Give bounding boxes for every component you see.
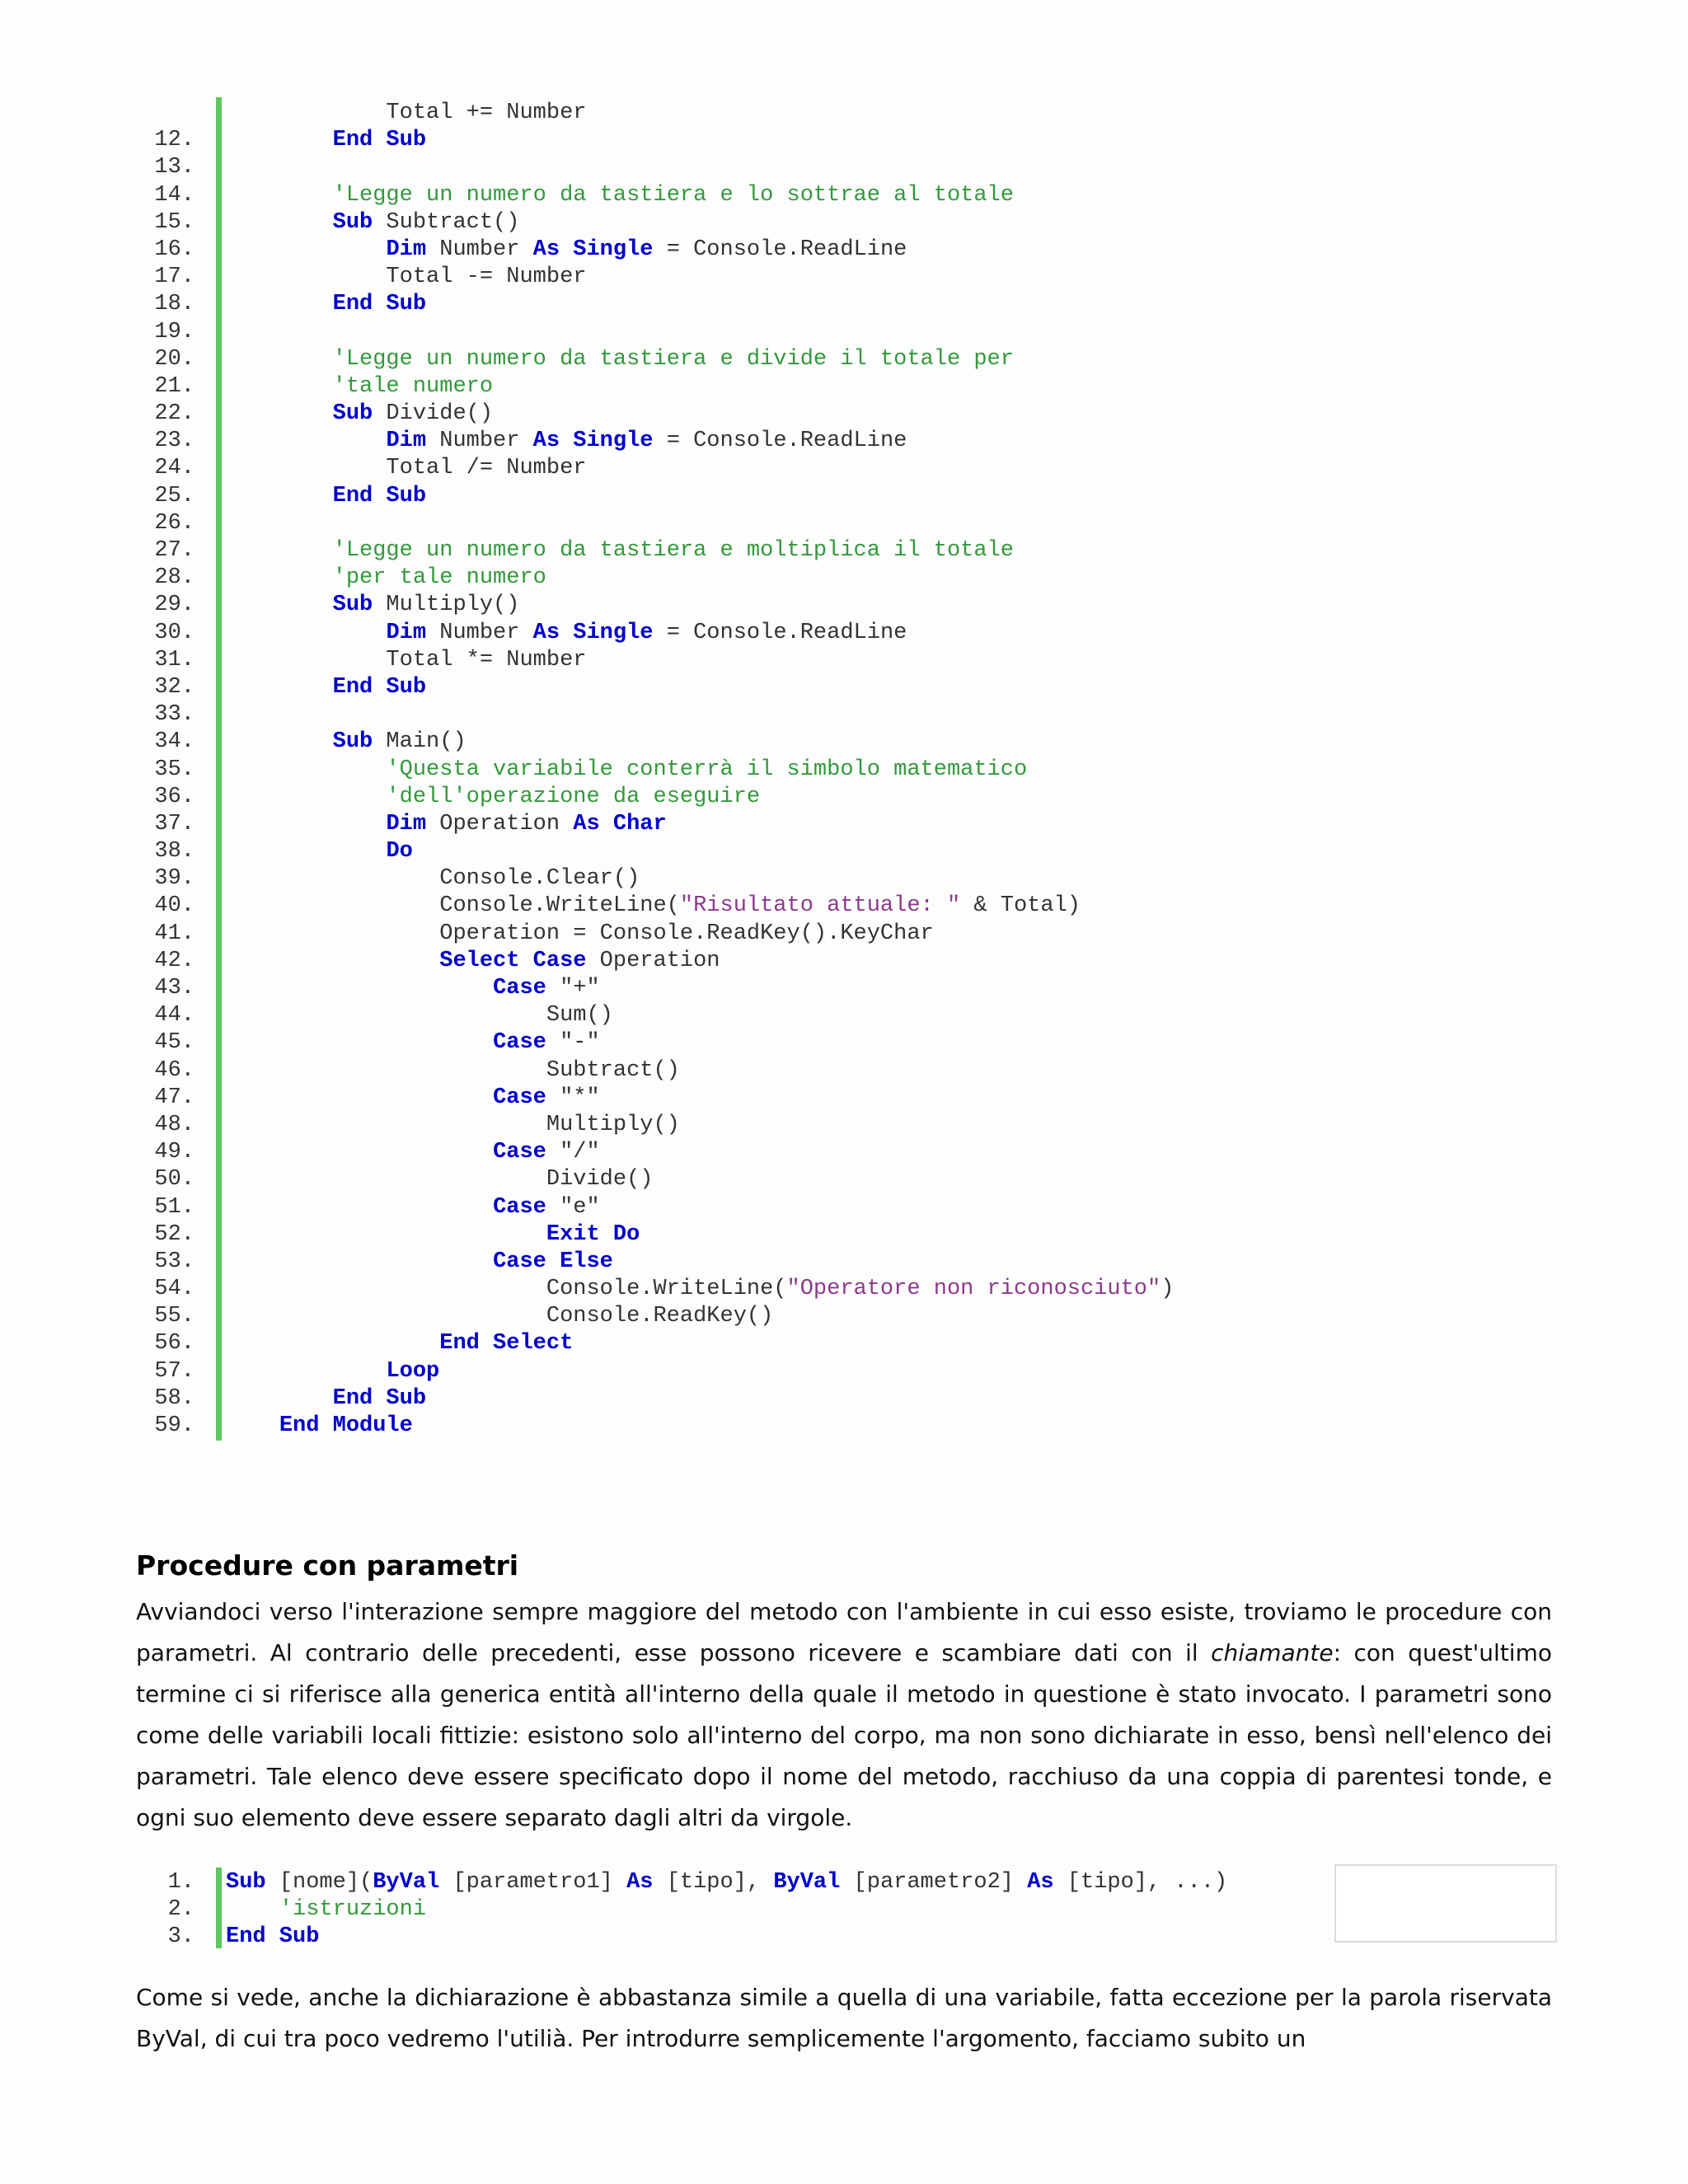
code-keyword: As Char bbox=[573, 811, 667, 837]
line-number: 16. bbox=[154, 237, 195, 262]
line-number: 27. bbox=[154, 538, 195, 563]
line-number: 57. bbox=[154, 1358, 195, 1384]
code-keyword: End Sub bbox=[332, 128, 427, 153]
code-token: Subtract() bbox=[373, 209, 520, 235]
line-number: 49. bbox=[154, 1140, 195, 1165]
code-text bbox=[226, 757, 1027, 784]
code-text bbox=[226, 209, 519, 237]
code-token bbox=[226, 1386, 333, 1411]
line-number: 17. bbox=[154, 265, 195, 290]
code-line bbox=[124, 921, 1174, 948]
line-number: 19. bbox=[154, 319, 195, 344]
code-line bbox=[124, 757, 1174, 784]
code-keyword: Select Case bbox=[439, 948, 587, 973]
code-line bbox=[124, 701, 1174, 729]
code-keyword: End Sub bbox=[332, 292, 427, 317]
line-number: 40. bbox=[154, 893, 195, 919]
code-keyword: Dim bbox=[386, 620, 427, 645]
code-token: [parametro2] bbox=[840, 1870, 1028, 1895]
code-token: Main() bbox=[373, 729, 467, 755]
paragraph-1-text-b: : con quest'ultimo termine ci si riferisce alla generica entità all'interno della quale il metodo in questione è stato invocato. I parametri sono come delle variabili locali fittizie: esistono solo all'interno del corpo, ma non sono dichiarate in esso, bensì nell'elenco dei parametri. Tale elenco deve essere specificato dopo il nome del metodo, racchiuso da una coppia di parentesi tonde, e ogni suo elemento deve essere separato dagli altri da virgole. bbox=[136, 1639, 1552, 1831]
code-block-1 bbox=[124, 100, 1174, 1440]
code-line bbox=[124, 455, 1174, 482]
code-text bbox=[226, 1330, 573, 1357]
code-token bbox=[226, 675, 333, 700]
line-number: 54. bbox=[154, 1277, 195, 1302]
code-token: Multiply() bbox=[373, 593, 520, 618]
code-token bbox=[226, 729, 333, 754]
code-token bbox=[226, 1249, 493, 1274]
code-line bbox=[124, 373, 1174, 401]
code-text bbox=[226, 647, 586, 674]
code-token: = Console.ReadLine bbox=[653, 237, 907, 262]
code-text bbox=[226, 592, 519, 619]
line-number: 12. bbox=[154, 128, 195, 153]
code-text bbox=[226, 401, 493, 428]
line-number: 58. bbox=[154, 1385, 195, 1411]
code-token bbox=[226, 976, 493, 1001]
code-token: [nome]( bbox=[265, 1870, 373, 1895]
code-keyword: As Single bbox=[532, 237, 654, 262]
code-line bbox=[124, 1057, 1174, 1085]
code-line bbox=[124, 865, 1174, 893]
code-token bbox=[226, 1085, 493, 1110]
code-text bbox=[226, 865, 640, 893]
code-token: Total -= Number bbox=[226, 265, 587, 290]
code-token: [tipo], bbox=[653, 1870, 774, 1895]
code-keyword: Dim bbox=[386, 429, 427, 454]
code-keyword: End Sub bbox=[226, 1924, 320, 1950]
code-line bbox=[124, 1166, 1174, 1193]
code-token bbox=[226, 839, 386, 864]
line-number: 24. bbox=[154, 456, 195, 481]
code-token: [tipo], ...) bbox=[1053, 1870, 1228, 1895]
code-keyword: Sub bbox=[226, 1870, 266, 1895]
code-token bbox=[226, 593, 333, 617]
line-number: 37. bbox=[154, 811, 195, 837]
code-line bbox=[124, 948, 1174, 975]
code-keyword: End Sub bbox=[332, 1385, 427, 1411]
code-line bbox=[124, 674, 1174, 701]
code-token: ) bbox=[1160, 1277, 1175, 1302]
line-number: 20. bbox=[154, 346, 195, 372]
code-line bbox=[124, 483, 1174, 510]
line-number: 44. bbox=[154, 1003, 195, 1029]
line-number: 39. bbox=[154, 866, 195, 892]
code-keyword: Sub bbox=[332, 593, 373, 618]
line-number: 28. bbox=[154, 565, 195, 591]
line-number: 34. bbox=[154, 729, 195, 755]
code-line bbox=[124, 100, 1174, 127]
line-number: 21. bbox=[154, 373, 195, 399]
code-string: "Risultato attuale: " bbox=[679, 893, 961, 919]
line-number: 56. bbox=[154, 1331, 195, 1357]
paragraph-1-emphasis: chiamante bbox=[1211, 1639, 1334, 1666]
code-text bbox=[226, 784, 760, 811]
code-line bbox=[124, 319, 1174, 346]
code-token: Subtract() bbox=[226, 1057, 680, 1083]
code-text bbox=[226, 483, 426, 510]
code-token bbox=[226, 237, 386, 262]
code-text bbox=[226, 565, 546, 592]
code-text bbox=[226, 455, 586, 482]
code-line bbox=[124, 182, 1174, 209]
code-keyword: Case bbox=[493, 1030, 546, 1056]
code-token: = Console.ReadLine bbox=[653, 620, 907, 645]
code-token bbox=[226, 757, 386, 782]
code-keyword: As Single bbox=[532, 620, 654, 645]
code-token bbox=[226, 785, 386, 809]
line-number: 33. bbox=[154, 702, 195, 728]
line-number: 50. bbox=[154, 1167, 195, 1193]
code-line bbox=[124, 1194, 1174, 1221]
code-text bbox=[226, 674, 426, 701]
code-text bbox=[226, 237, 907, 264]
section-heading: Procedure con parametri bbox=[136, 1549, 519, 1582]
code-text bbox=[226, 428, 907, 455]
code-text bbox=[226, 1249, 613, 1276]
code-line bbox=[124, 209, 1174, 237]
code-token bbox=[226, 347, 333, 372]
code-line bbox=[124, 811, 1174, 838]
code-text bbox=[226, 1112, 680, 1139]
code-comment: 'Legge un numero da tastiera e divide il totale per bbox=[332, 346, 1014, 372]
code-comment: 'dell'operazione da eseguire bbox=[386, 784, 761, 809]
code-text bbox=[226, 1002, 613, 1029]
code-text bbox=[226, 100, 586, 127]
line-number: 41. bbox=[154, 921, 195, 946]
empty-frame bbox=[1334, 1864, 1557, 1943]
code-keyword: Case bbox=[493, 1140, 546, 1165]
code-keyword: Case bbox=[493, 976, 546, 1001]
code-text bbox=[226, 975, 600, 1002]
code-line bbox=[124, 1112, 1174, 1139]
code-token bbox=[226, 1359, 386, 1384]
code-line bbox=[124, 1358, 1174, 1385]
paragraph-1 bbox=[136, 1591, 1552, 1839]
code-line bbox=[124, 264, 1174, 291]
code-text bbox=[226, 346, 1014, 373]
code-keyword: As Single bbox=[532, 429, 654, 454]
code-token: Operation bbox=[586, 948, 720, 973]
code-line bbox=[124, 1413, 1174, 1440]
code-keyword: End Select bbox=[439, 1331, 574, 1357]
code-keyword: ByVal bbox=[773, 1870, 841, 1895]
code-keyword: As bbox=[1027, 1870, 1054, 1895]
code-comment: 'istruzioni bbox=[279, 1897, 427, 1923]
code-line bbox=[124, 510, 1174, 537]
line-number: 30. bbox=[154, 620, 195, 645]
line-number: 1. bbox=[167, 1870, 195, 1895]
line-number: 3. bbox=[167, 1924, 195, 1950]
code-token bbox=[226, 292, 333, 316]
code-comment: 'Questa variabile conterrà il simbolo matematico bbox=[386, 757, 1028, 782]
code-token: Divide() bbox=[226, 1167, 654, 1193]
code-comment: 'Legge un numero da tastiera e lo sottrae al totale bbox=[332, 182, 1014, 208]
line-number: 29. bbox=[154, 593, 195, 618]
code-token: Operation = Console.ReadKey().KeyChar bbox=[226, 921, 934, 946]
code-line bbox=[124, 565, 1174, 592]
line-number: 25. bbox=[154, 483, 195, 509]
code-token bbox=[226, 429, 386, 453]
line-number: 45. bbox=[154, 1030, 195, 1056]
code-text bbox=[226, 373, 493, 401]
code-line bbox=[124, 1249, 1174, 1276]
code-token: "+" bbox=[546, 976, 600, 1001]
code-token bbox=[226, 374, 333, 399]
line-number: 53. bbox=[154, 1249, 195, 1274]
line-number: 38. bbox=[154, 839, 195, 865]
code-string: "Operatore non riconosciuto" bbox=[786, 1277, 1161, 1302]
code-text bbox=[226, 537, 1014, 565]
line-number: 52. bbox=[154, 1221, 195, 1247]
code-line bbox=[124, 1085, 1174, 1112]
code-keyword: Loop bbox=[386, 1358, 440, 1384]
code-keyword: Dim bbox=[386, 237, 427, 262]
code-line bbox=[124, 537, 1174, 565]
code-keyword: End Sub bbox=[332, 674, 427, 700]
code-keyword: Sub bbox=[332, 401, 373, 427]
code-text bbox=[226, 948, 720, 975]
line-number: 2. bbox=[167, 1897, 195, 1923]
code-line bbox=[124, 291, 1174, 318]
line-number: 55. bbox=[154, 1304, 195, 1329]
code-text bbox=[226, 1924, 319, 1951]
code-token: Divide() bbox=[373, 401, 494, 427]
line-number: 59. bbox=[154, 1413, 195, 1438]
code-line bbox=[124, 428, 1174, 455]
code-token bbox=[226, 401, 333, 426]
code-text bbox=[226, 838, 413, 865]
code-keyword: As bbox=[626, 1870, 654, 1895]
code-token bbox=[226, 183, 333, 208]
code-token bbox=[226, 484, 333, 509]
code-line bbox=[124, 1002, 1174, 1029]
code-keyword: ByVal bbox=[373, 1870, 440, 1895]
code-token: Console.WriteLine( bbox=[226, 1277, 787, 1302]
line-number: 36. bbox=[154, 784, 195, 809]
code-line bbox=[124, 1924, 1227, 1951]
line-number: 15. bbox=[154, 209, 195, 235]
code-line bbox=[124, 838, 1174, 865]
code-line bbox=[124, 647, 1174, 674]
code-text bbox=[226, 1085, 600, 1112]
code-token: [parametro1] bbox=[439, 1870, 627, 1895]
code-token bbox=[226, 565, 333, 590]
paragraph-1-text-a: Avviandoci verso l'interazione sempre maggiore del metodo con l'ambiente in cui esso esiste, troviamo le procedure con parametri. Al contrario delle precedenti, esse possono ricevere e scambiare dati con il bbox=[136, 1598, 1552, 1666]
code-line bbox=[124, 592, 1174, 619]
code-comment: 'per tale numero bbox=[332, 565, 546, 591]
code-token: Console.WriteLine( bbox=[226, 893, 680, 919]
code-token bbox=[226, 1331, 439, 1356]
code-keyword: Do bbox=[386, 839, 413, 865]
code-token bbox=[226, 1413, 279, 1438]
code-line bbox=[124, 1869, 1227, 1896]
code-token bbox=[226, 621, 386, 645]
code-text bbox=[226, 620, 907, 647]
code-token: Console.Clear() bbox=[226, 866, 640, 892]
code-line bbox=[124, 1221, 1174, 1249]
code-text bbox=[226, 1221, 640, 1249]
code-comment: 'tale numero bbox=[332, 373, 494, 399]
code-text bbox=[226, 1385, 426, 1413]
code-text bbox=[226, 811, 667, 838]
code-text bbox=[226, 1166, 653, 1193]
line-number: 42. bbox=[154, 948, 195, 973]
code-line bbox=[124, 401, 1174, 428]
code-line bbox=[124, 729, 1174, 756]
code-keyword: Sub bbox=[332, 209, 373, 235]
code-keyword: Case Else bbox=[493, 1249, 613, 1274]
code-text bbox=[226, 1303, 773, 1330]
code-line bbox=[124, 127, 1174, 154]
code-line bbox=[124, 1029, 1174, 1057]
code-line bbox=[124, 1139, 1174, 1166]
line-number: 14. bbox=[154, 182, 195, 208]
code-token bbox=[226, 949, 439, 973]
code-text bbox=[226, 729, 467, 756]
code-block-2 bbox=[124, 1869, 1227, 1952]
code-line bbox=[124, 346, 1174, 373]
line-number: 13. bbox=[154, 155, 195, 180]
code-text bbox=[226, 1358, 439, 1385]
code-text bbox=[226, 1896, 426, 1924]
code-line bbox=[124, 784, 1174, 811]
line-number: 22. bbox=[154, 401, 195, 427]
line-number: 32. bbox=[154, 674, 195, 700]
code-line bbox=[124, 237, 1174, 264]
code-keyword: Case bbox=[493, 1194, 546, 1220]
code-token: & Total) bbox=[960, 893, 1081, 919]
code-keyword: Sub bbox=[332, 729, 373, 755]
code-token bbox=[226, 1195, 493, 1220]
code-token: "*" bbox=[546, 1085, 600, 1110]
code-token: Total += Number bbox=[226, 101, 587, 125]
line-number: 31. bbox=[154, 647, 195, 673]
code-token: Console.ReadKey() bbox=[226, 1304, 774, 1329]
code-token: "-" bbox=[546, 1030, 600, 1056]
code-text bbox=[226, 893, 1081, 920]
code-keyword: End Module bbox=[279, 1413, 413, 1438]
code-text bbox=[226, 1057, 680, 1085]
code-text bbox=[226, 127, 426, 154]
code-line bbox=[124, 1303, 1174, 1330]
code-text bbox=[226, 1029, 600, 1057]
line-number: 26. bbox=[154, 510, 195, 536]
line-number: 23. bbox=[154, 429, 195, 454]
code-keyword: End Sub bbox=[332, 483, 427, 509]
line-number: 18. bbox=[154, 292, 195, 317]
code-line bbox=[124, 620, 1174, 647]
line-number: 43. bbox=[154, 976, 195, 1001]
code-token: Sum() bbox=[226, 1003, 613, 1029]
code-token bbox=[226, 210, 333, 235]
code-token: Number bbox=[426, 237, 533, 262]
code-line bbox=[124, 154, 1174, 181]
code-token bbox=[226, 1897, 279, 1922]
code-token bbox=[226, 812, 386, 837]
code-keyword: Exit Do bbox=[546, 1221, 640, 1247]
code-token: Number bbox=[426, 620, 533, 645]
line-number: 47. bbox=[154, 1085, 195, 1110]
line-number: 35. bbox=[154, 757, 195, 782]
code-token: = Console.ReadLine bbox=[653, 429, 907, 454]
code-text bbox=[226, 264, 586, 291]
code-line bbox=[124, 975, 1174, 1002]
code-text bbox=[226, 1413, 413, 1440]
code-token: Total /= Number bbox=[226, 456, 587, 481]
code-token: Operation bbox=[426, 811, 574, 837]
code-token: Multiply() bbox=[226, 1112, 680, 1137]
line-number: 48. bbox=[154, 1112, 195, 1137]
code-line bbox=[124, 1330, 1174, 1357]
code-text bbox=[226, 1139, 600, 1166]
code-token: "e" bbox=[546, 1194, 600, 1220]
code-token bbox=[226, 538, 333, 563]
code-token bbox=[226, 1140, 493, 1165]
code-text bbox=[226, 291, 426, 318]
code-text bbox=[226, 1194, 600, 1221]
line-number: 51. bbox=[154, 1194, 195, 1220]
code-keyword: Case bbox=[493, 1085, 546, 1110]
code-comment: 'Legge un numero da tastiera e moltiplica il totale bbox=[332, 538, 1014, 563]
code-token: "/" bbox=[546, 1140, 600, 1165]
code-text bbox=[226, 1869, 1227, 1896]
code-text bbox=[226, 921, 934, 948]
paragraph-2: Come si vede, anche la dichiarazione è abbastanza simile a quella di una variabile, fatta eccezione per la parola riservata ByVal, di cui tra poco vedremo l'utilià. Per introdurre semplicemente l'argomento, facciamo subito un bbox=[136, 1984, 1552, 2052]
code-line bbox=[124, 1896, 1227, 1924]
line-number: 46. bbox=[154, 1057, 195, 1083]
code-line bbox=[124, 1276, 1174, 1303]
code-line bbox=[124, 893, 1174, 920]
code-token: Total *= Number bbox=[226, 647, 587, 673]
code-line bbox=[124, 1385, 1174, 1413]
code-keyword: Dim bbox=[386, 811, 427, 837]
code-token bbox=[226, 1030, 493, 1055]
code-text bbox=[226, 182, 1014, 209]
code-token bbox=[226, 1222, 546, 1247]
code-token: Number bbox=[426, 429, 533, 454]
code-text bbox=[226, 1276, 1174, 1303]
code-token bbox=[226, 128, 333, 152]
